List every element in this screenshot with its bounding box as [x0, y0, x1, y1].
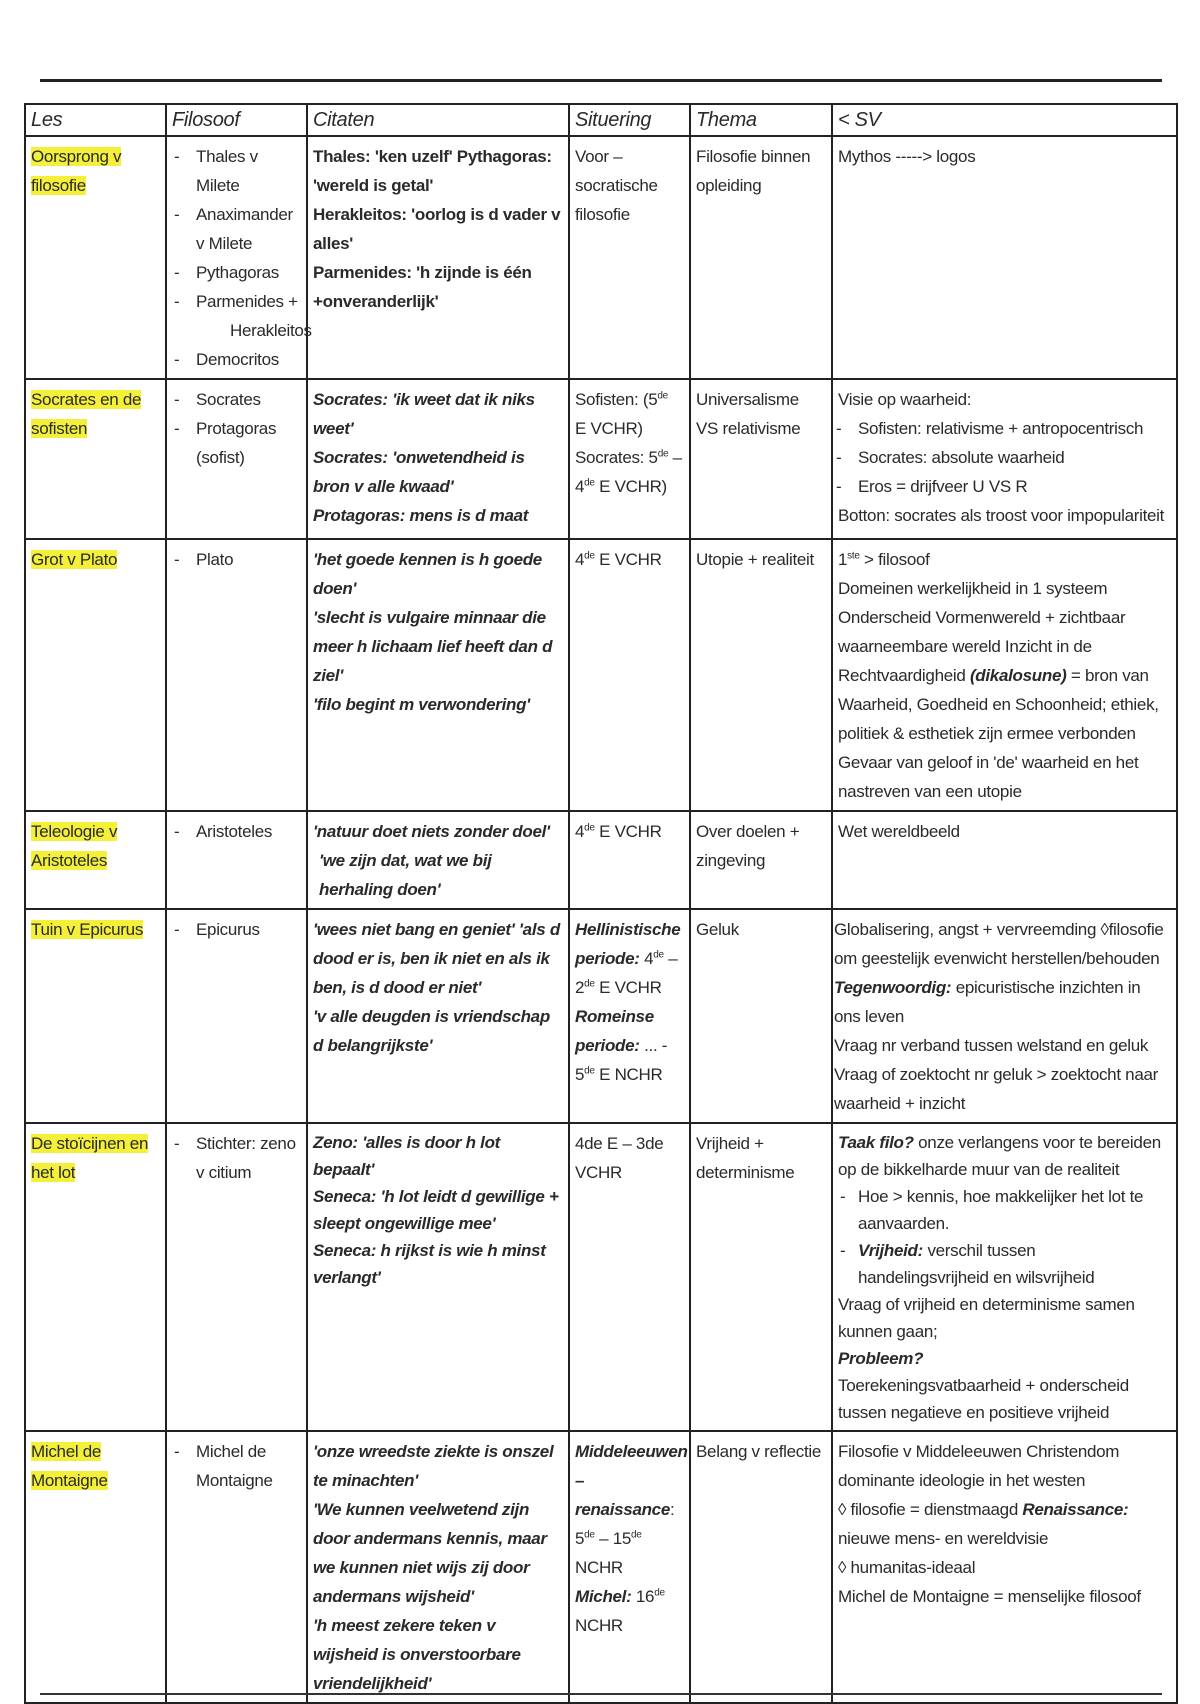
- cell-sv: Mythos -----> logos: [832, 136, 1177, 379]
- list-item: - Sofisten: relativisme + antropocentrisch: [854, 414, 1170, 443]
- list-item: - Stichter: zeno v citium: [192, 1129, 300, 1187]
- sv-line: Globalisering, angst + vervreemding ◊filosofie om geestelijk evenwicht herstellen/behouden Tegenwoordig: epicuristische inzichten in ons leven: [834, 920, 1164, 1026]
- quote: Socrates: 'ik weet dat ik niks weet': [313, 390, 535, 438]
- sv-line: ◊ humanitas-ideaal: [838, 1558, 976, 1577]
- cell-situering: Hellinistische periode: 4de – 2de E VCHR Romeinse periode: ... - 5de E NCHR: [569, 909, 690, 1123]
- les-title: De stoïcijnen en het lot: [31, 1134, 149, 1182]
- quote: 'v alle deugden is vriendschap d belangrijkste': [313, 1007, 550, 1055]
- quote: Protagoras: mens is d maat: [313, 506, 529, 525]
- sv-line: Filosofie v Middeleeuwen Christendom dominante ideologie in het westen: [838, 1442, 1120, 1490]
- cell-situering: 4de E VCHR: [569, 811, 690, 909]
- cell-situering: Sofisten: (5de E VCHR) Socrates: 5de – 4de E VCHR): [569, 379, 690, 539]
- cell-sv: [832, 1431, 1177, 1703]
- sv-line: Toerekeningsvatbaarheid + onderscheid tussen negatieve en positieve vrijheid: [838, 1376, 1129, 1422]
- sv-line: Probleem?: [838, 1349, 924, 1368]
- les-title: Michel de Montaigne: [31, 1442, 108, 1490]
- les-title: Teleologie v Aristoteles: [31, 822, 118, 870]
- cell-citaten: [307, 811, 569, 909]
- list-subitem: Herakleitos: [230, 321, 312, 340]
- header-thema: Thema: [690, 104, 832, 136]
- list-item: - Parmenides + Herakleitos: [192, 287, 300, 345]
- sv-line: Vraag nr verband tussen welstand en geluk: [834, 1036, 1149, 1055]
- cell-situering: 4de E – 3de VCHR: [569, 1123, 690, 1431]
- list-item: - Epicurus: [192, 915, 300, 944]
- header-situering: Situering: [569, 104, 690, 136]
- les-title: Grot v Plato: [31, 550, 118, 569]
- sv-line: - Vrijheid: verschil tussen handelingsvrijheid en wilsvrijheid: [838, 1237, 1170, 1291]
- philosopher-list: [172, 142, 312, 374]
- quote: 'We kunnen veelwetend zijn door andermans kennis, maar we kunnen niet wijs zij door andermans wijsheid': [313, 1500, 547, 1606]
- philosopher-list: [172, 915, 300, 944]
- cell-les: [25, 1123, 166, 1431]
- sv-line: Vraag of vrijheid en determinisme samen kunnen gaan;: [838, 1295, 1135, 1341]
- cell-les: [25, 909, 166, 1123]
- sv-line: Taak filo? onze verlangens voor te bereiden op de bikkelharde muur van de realiteit: [838, 1133, 1161, 1179]
- sv-line: Onderscheid Vormenwereld + zichtbaar waarneembare wereld Inzicht in de Rechtvaardigheid (dikalosune) = bron van Waarheid, Goedheid en Schoonheid; ethiek, politiek & esthetiek zijn ermee verbonden Gevaar van geloof in 'de' waarheid en het nastreven van een utopie: [838, 608, 1159, 801]
- cell-filosoof: [166, 1431, 307, 1703]
- cell-les: [25, 379, 166, 539]
- cell-citaten: [307, 1431, 569, 1703]
- quote: 'onze wreedste ziekte is onszel te minachten': [313, 1442, 554, 1490]
- philosopher-list: [172, 545, 300, 574]
- quote: Seneca: 'h lot leidt d gewillige + sleept ongewillige mee': [313, 1187, 559, 1233]
- quote: 'natuur doet niets zonder doel': [313, 822, 550, 841]
- cell-les: [25, 136, 166, 379]
- quote: Seneca: h rijkst is wie h minst verlangt': [313, 1241, 546, 1287]
- cell-filosoof: [166, 811, 307, 909]
- cell-thema: Universalisme VS relativisme: [690, 379, 832, 539]
- table-row: [25, 909, 1177, 1123]
- table-row: [25, 136, 1177, 379]
- cell-citaten: [307, 539, 569, 811]
- table-row: [25, 811, 1177, 909]
- quote: Socrates: 'onwetendheid is bron v alle kwaad': [313, 448, 525, 496]
- quote: 'wees niet bang en geniet' 'als d dood er is, ben ik niet en als ik ben, is d dood er niet': [313, 920, 560, 997]
- table-row: [25, 539, 1177, 811]
- cell-filosoof: [166, 539, 307, 811]
- list-item: - Democritos: [192, 345, 300, 374]
- header-les: Les: [25, 104, 166, 136]
- header-filosoof: Filosoof: [166, 104, 307, 136]
- cell-sv: Wet wereldbeeld: [832, 811, 1177, 909]
- quote: Herakleitos: 'oorlog is d vader v alles': [313, 205, 561, 253]
- table-row: [25, 379, 1177, 539]
- sv-line: Domeinen werkelijkheid in 1 systeem: [838, 579, 1108, 598]
- list-item: - Pythagoras: [192, 258, 300, 287]
- les-title: Tuin v Epicurus: [31, 920, 144, 939]
- cell-sv: [832, 379, 1177, 539]
- cell-thema: Utopie + realiteit: [690, 539, 832, 811]
- philosopher-list: [172, 1437, 300, 1495]
- les-title: Socrates en de sofisten: [31, 390, 142, 438]
- quote: 'we zijn dat, wat we bij herhaling doen': [319, 851, 492, 899]
- cell-situering: Voor – socratische filosofie: [569, 136, 690, 379]
- quote: 'h meest zekere teken v wijsheid is onverstoorbare vriendelijkheid': [313, 1616, 521, 1693]
- quote: 'slecht is vulgaire minnaar die meer h lichaam lief heeft dan d ziel': [313, 608, 553, 685]
- table-row: [25, 1123, 1177, 1431]
- cell-citaten: [307, 136, 569, 379]
- cell-filosoof: [166, 1123, 307, 1431]
- quote: Parmenides: 'h zijnde is één +onveranderlijk': [313, 263, 532, 311]
- sv-intro: Visie op waarheid:: [838, 390, 972, 409]
- cell-filosoof: [166, 136, 312, 379]
- cell-filosoof: [166, 379, 307, 539]
- sv-line: 1ste > filosoof: [838, 550, 930, 569]
- list-item: - Socrates: [192, 385, 300, 414]
- cell-thema: Belang v reflectie: [690, 1431, 832, 1703]
- cell-les: [25, 539, 166, 811]
- list-item: - Eros = drijfveer U VS R: [854, 472, 1170, 501]
- top-rule: [40, 79, 1162, 82]
- cell-thema: Over doelen + zingeving: [690, 811, 832, 909]
- philosophy-overview-table: [24, 103, 1178, 1704]
- sv-line: ◊ filosofie = dienstmaagd Renaissance: nieuwe mens- en wereldvisie: [838, 1500, 1129, 1548]
- cell-thema: Filosofie binnen opleiding: [690, 136, 832, 379]
- cell-citaten: [307, 909, 569, 1123]
- table-header-row: [25, 104, 1177, 136]
- philosopher-list: [172, 1129, 300, 1187]
- cell-sv: [832, 1123, 1177, 1431]
- cell-filosoof: [166, 909, 307, 1123]
- quote: 'het goede kennen is h goede doen': [313, 550, 542, 598]
- list-item: - Michel de Montaigne: [192, 1437, 300, 1495]
- cell-thema: Vrijheid + determinisme: [690, 1123, 832, 1431]
- sv-list: [838, 414, 1170, 501]
- list-item: - Socrates: absolute waarheid: [854, 443, 1170, 472]
- cell-sv: [832, 909, 1177, 1123]
- sv-line: Vraag of zoektocht nr geluk > zoektocht naar waarheid + inzicht: [834, 1065, 1159, 1113]
- table-row: [25, 1431, 1177, 1703]
- list-item: - Thales v Milete: [192, 142, 300, 200]
- quote: 'filo begint m verwondering': [313, 695, 530, 714]
- sv-line: - Hoe > kennis, hoe makkelijker het lot te aanvaarden.: [838, 1183, 1170, 1237]
- philosopher-list: [172, 817, 300, 846]
- cell-sv: [832, 539, 1177, 811]
- header-citaten: Citaten: [307, 104, 569, 136]
- sv-line: Michel de Montaigne = menselijke filosoof: [838, 1587, 1141, 1606]
- quote: Thales: 'ken uzelf' Pythagoras: 'wereld is getal': [313, 147, 552, 195]
- list-item: - Anaximander v Milete: [192, 200, 300, 258]
- header-sv: < SV: [832, 104, 1177, 136]
- cell-situering: Middeleeuwen – renaissance: 5de – 15de NCHR Michel: 16de NCHR: [569, 1431, 690, 1703]
- list-item: - Aristoteles: [192, 817, 300, 846]
- philosopher-list: [172, 385, 300, 472]
- cell-citaten: [307, 1123, 569, 1431]
- cell-les: [25, 811, 166, 909]
- bottom-rule: [40, 1693, 1162, 1695]
- cell-citaten: [307, 379, 569, 539]
- cell-thema: Geluk: [690, 909, 832, 1123]
- les-title: Oorsprong v filosofie: [31, 147, 122, 195]
- quote: Zeno: 'alles is door h lot bepaalt': [313, 1133, 501, 1179]
- sv-outro: Botton: socrates als troost voor impopulariteit: [838, 506, 1165, 525]
- list-item: - Plato: [192, 545, 300, 574]
- list-item: - Protagoras (sofist): [192, 414, 300, 472]
- cell-les: [25, 1431, 166, 1703]
- cell-situering: 4de E VCHR: [569, 539, 690, 811]
